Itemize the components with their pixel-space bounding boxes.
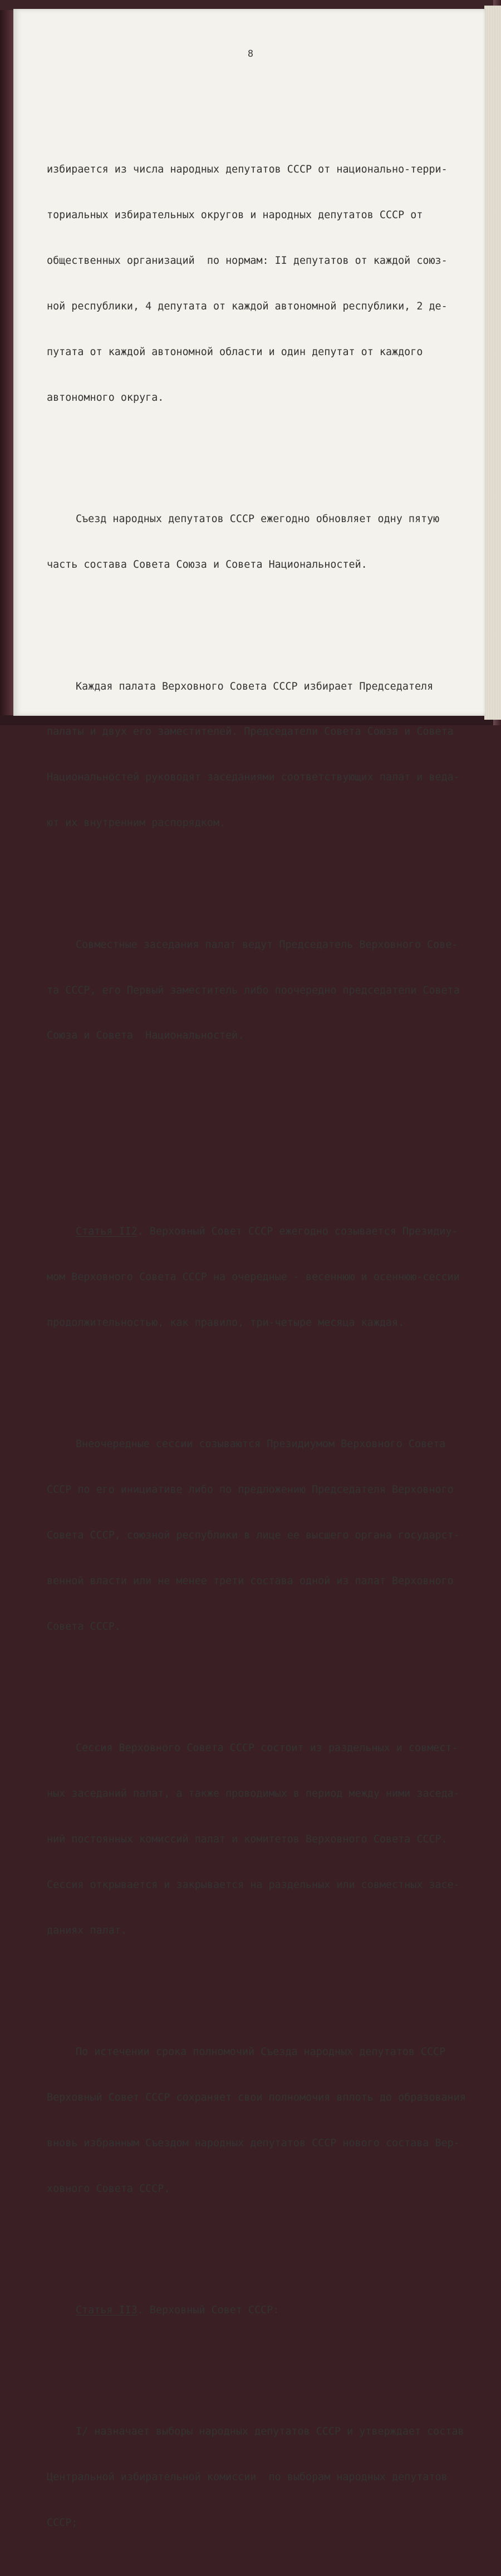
article-paragraph (47, 2272, 470, 2348)
text-line: продолжительностью, как правило, три-четыре месяца каждая. (47, 1316, 405, 1329)
text-line: ториальных избирательных округов и народных депутатов СССР от (47, 209, 423, 222)
text-line (47, 2303, 470, 2318)
text-line: вновь избранным Съездом народных депутатов СССР нового состава Вер- (47, 2137, 460, 2149)
text-line: СССР по его инициативе либо по предложению Председателя Верховного (47, 1484, 454, 1496)
text-line: Каждая палата Верховного Совета СССР избирает Председателя (76, 680, 434, 692)
text-line: путата от каждой автономной области и один депутат от каждого (47, 346, 423, 358)
paragraph (47, 2394, 470, 2561)
text-line: Национальностей руководят заседаниями соответствующих палат и веда- (47, 771, 460, 784)
text-line: ных заседаний палат, а также проводимых в период между ними заседа- (47, 1787, 460, 1800)
section-gap (47, 1119, 470, 1133)
text-line: По истечении срока полномочий Съезда народных депутатов СССР (76, 2046, 446, 2058)
text-line: даниях палат. (47, 1924, 127, 1936)
text-line: мом Верховного Совета СССР на очередные - весеннюю и осеннюю-сессии (47, 1271, 460, 1283)
paragraph (47, 132, 470, 436)
text-line: ховного Совета СССР. (47, 2182, 170, 2195)
page-number: 8 (247, 48, 254, 60)
text-line: общественных организаций по нормам: II депутатов от каждой союз- (47, 255, 448, 267)
paragraph (47, 1407, 470, 1665)
article-heading: Статья II3 (76, 2304, 137, 2317)
article-text: . Верховный Совет СССР: (137, 2304, 279, 2317)
paragraph (47, 2014, 470, 2226)
article-heading: Статья II2 (76, 1225, 137, 1237)
text-line (47, 1224, 470, 1239)
text-line: СССР; (47, 2517, 78, 2529)
text-line: Союза и Совета Национальностей. (47, 1030, 244, 1042)
text-line: ний постоянных комиссий палат и комитетов Верховного Совета СССР. (47, 1833, 448, 1845)
text-line: Центральной избирательной комиссии по выборам народных депутатов (47, 2471, 448, 2484)
text-line: Сессия открывается и закрывается на раздельных или совместных засе- (47, 1879, 460, 1891)
text-line: венной власти или не менее трети состава одной из палат Верховного (47, 1575, 454, 1587)
book-binding (0, 0, 14, 725)
article-paragraph (47, 1193, 470, 1360)
paragraph (47, 907, 470, 1074)
text-line: I/ назначает выборы народных депутатов СССР и утверждает состав (76, 2426, 464, 2438)
text-line: часть состава Совета Союза и Совета Национальностей. (47, 559, 367, 571)
text-line: избирается из числа народных депутатов СССР от национально-терри- (47, 164, 448, 176)
text-line: палаты и двух его заместителей. Председатели Совета Союза и Совета (47, 726, 454, 738)
text-line: Внеочередные сессии созываются Президиумом Верховного Совета (76, 1438, 446, 1451)
text-line: Сессия Верховного Совета СССР состоит из раздельных и совмест- (76, 1742, 458, 1754)
text-line: Совета СССР, союзной республики в лице ее высшего органа государст- (47, 1529, 460, 1541)
text-line: ной республики, 4 депутата от каждой автономной республики, 2 де- (47, 301, 448, 313)
text-line: Совместные заседания палат ведут Председатель Верховного Сове- (76, 938, 458, 951)
page-stack-edge (484, 6, 501, 720)
text-line: Верховный Совет СССР сохраняет свои полномочия вплоть до образования (47, 2091, 466, 2103)
text-line: Съезд народных депутатов СССР ежегодно обновляет одну пятую (76, 513, 440, 525)
text-line: та СССР, его Первый заместитель либо поочередно председатели Совета (47, 984, 460, 996)
document-body (47, 86, 470, 2576)
paragraph (47, 481, 470, 603)
article-text: . Верховный Совет СССР ежегодно созывается Президиу- (137, 1225, 458, 1237)
text-line: Совета СССР. (47, 1620, 121, 1633)
paragraph (47, 648, 470, 861)
paragraph (47, 1710, 470, 1968)
text-line: автономного округа. (47, 391, 164, 404)
text-line: ют их внутренним распорядком. (47, 817, 226, 829)
